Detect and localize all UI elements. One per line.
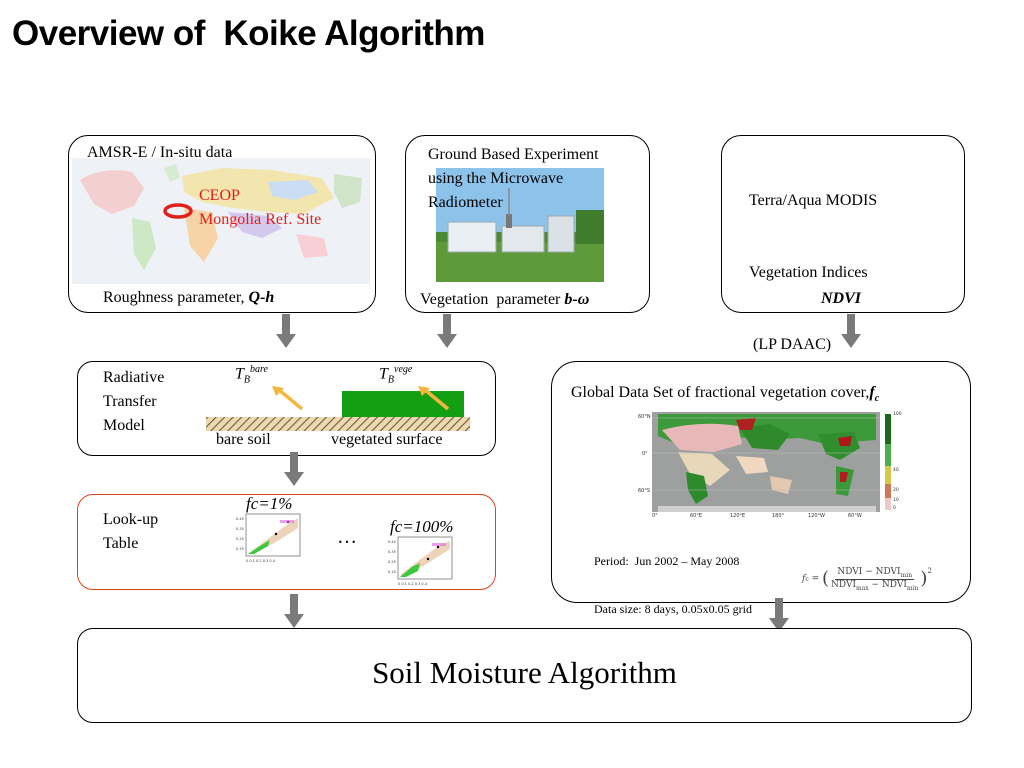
ceop-site-marker xyxy=(162,202,194,220)
tb-vege-sup: vege xyxy=(394,364,413,375)
ceop-label xyxy=(199,184,321,232)
ground-line1: Ground Based Experiment xyxy=(428,146,599,163)
info-size: Data size: 8 days, 0.05x0.05 grid xyxy=(594,602,752,616)
ground-line2: using the Microwave xyxy=(428,170,564,187)
rtm-surface-diagram xyxy=(204,386,472,434)
map-lat-labels xyxy=(638,410,656,520)
lon-label-120w: 120°W xyxy=(808,513,825,519)
formula-lhs: f xyxy=(802,574,806,585)
colorbar-label-100: 100 xyxy=(893,412,902,417)
svg-text:0 0.1 0.2 0.3 0.4: 0 0.1 0.2 0.3 0.4 xyxy=(246,559,275,563)
formula-exp: 2 xyxy=(927,567,932,575)
formula-den-b-sub: min xyxy=(906,584,919,592)
rtm-label xyxy=(103,366,164,438)
map-lon-labels xyxy=(650,513,882,521)
rtm-line2: Transfer xyxy=(103,393,157,410)
ceop-label-line1: CEOP xyxy=(199,187,240,204)
svg-text:0.15: 0.15 xyxy=(388,570,396,574)
lon-label-120e: 120°E xyxy=(730,513,746,519)
lut-line1: Look-up xyxy=(103,511,159,528)
modis-line1: Terra/Aqua MODIS xyxy=(749,192,878,209)
svg-text:0.25: 0.25 xyxy=(236,537,244,541)
ground-description xyxy=(428,143,599,215)
global-title-symbol: f xyxy=(869,384,875,401)
formula-den-b: − NDVI xyxy=(868,579,907,590)
lon-label-60e: 60°E xyxy=(690,513,703,519)
lat-label-60s: 60°S xyxy=(638,488,651,494)
lat-label-60n: 60°N xyxy=(638,414,651,420)
ceop-label-line2: Mongolia Ref. Site xyxy=(199,211,322,228)
formula-den-a: NDVI xyxy=(831,579,857,590)
lon-label-0: 0° xyxy=(652,513,658,519)
tb-vege-label xyxy=(379,364,412,386)
ndvi-label: NDVI xyxy=(821,290,862,307)
lon-label-180: 180° xyxy=(772,513,785,519)
arrow-rtm-to-lut xyxy=(286,452,302,488)
lat-label-eq: 0° xyxy=(642,451,648,457)
lon-label-60w: 60°W xyxy=(848,513,862,519)
arrow-ndvi-to-global xyxy=(843,314,859,350)
rtm-line3: Model xyxy=(103,417,145,434)
formula-num: NDVI − NDVI xyxy=(837,567,901,577)
soil-moisture-label: Soil Moisture Algorithm xyxy=(372,655,677,690)
vegetated-surface-label: vegetated surface xyxy=(331,431,443,448)
vegetation-prefix: Vegetation parameter xyxy=(420,291,565,308)
vegetation-parameter-label xyxy=(420,288,589,312)
roughness-param: Q-h xyxy=(248,289,275,306)
colorbar-label-40: 40 xyxy=(893,468,899,473)
roughness-parameter-label xyxy=(103,286,274,310)
ground-line3: Radiometer xyxy=(428,194,503,211)
vegetation-layer xyxy=(342,391,464,417)
colorbar-label-0: 0 xyxy=(893,506,896,511)
info-period: Period: Jun 2002 – May 2008 xyxy=(594,554,740,568)
arrow-amsr-to-rtm xyxy=(278,314,294,350)
bare-soil-label: bare soil xyxy=(216,431,271,448)
formula-num-sub: min xyxy=(900,571,913,579)
colorbar-label-10: 10 xyxy=(893,498,899,503)
tb-bare-symbol: T xyxy=(235,365,244,383)
lut-ellipsis: … xyxy=(337,526,357,548)
svg-text:0.35: 0.35 xyxy=(388,550,396,554)
lut-chart-fc1 xyxy=(236,512,302,564)
lut-line2: Table xyxy=(103,535,139,552)
fc1-label: fc=1% xyxy=(246,494,293,513)
colorbar-label-20: 20 xyxy=(893,488,899,493)
fractional-cover-map xyxy=(640,410,902,520)
amsr-header: AMSR-E / In-situ data xyxy=(87,144,233,161)
tb-bare-sup: bare xyxy=(250,364,268,375)
vegetation-param: b-ω xyxy=(564,291,590,308)
global-title-sub: c xyxy=(874,393,880,405)
modis-line3: (LP DAAC) xyxy=(749,336,832,353)
global-title-prefix: Global Data Set of fractional vegetation cover, xyxy=(571,384,870,401)
lut-label xyxy=(103,508,158,556)
tb-vege-sub: B xyxy=(387,374,395,386)
colorbar-labels xyxy=(893,410,903,520)
page-title: Overview of Koike Algorithm xyxy=(12,14,485,53)
roughness-prefix: Roughness parameter, xyxy=(103,289,249,306)
svg-text:0.35: 0.35 xyxy=(236,527,244,531)
svg-text:0 0.1 0.2 0.3 0.4: 0 0.1 0.2 0.3 0.4 xyxy=(398,582,427,586)
tb-vege-symbol: T xyxy=(379,365,388,383)
svg-text:0.25: 0.25 xyxy=(388,560,396,564)
svg-text:0.15: 0.15 xyxy=(236,547,244,551)
svg-text:0.45: 0.45 xyxy=(236,517,244,521)
arrow-lut-to-soil xyxy=(286,594,302,630)
svg-text:0.45: 0.45 xyxy=(388,540,396,544)
fc100-label: fc=100% xyxy=(390,517,454,536)
modis-line2: Vegetation Indices xyxy=(749,264,868,281)
global-dataset-title xyxy=(563,366,879,404)
bare-emission-arrow xyxy=(278,389,302,409)
tb-bare-label xyxy=(235,364,268,386)
lut-chart-fc100 xyxy=(388,535,454,587)
formula-den-a-sub: max xyxy=(856,584,869,592)
arrow-ground-to-rtm xyxy=(439,314,455,350)
rtm-line1: Radiative xyxy=(103,369,165,386)
fc-formula: f c = ( NDVI − $NDVI_{min}$ $NDVI_{max}$ − $NDVI_{min}$ ) $^2$ xyxy=(802,567,932,592)
formula-lhs-sub: c xyxy=(805,575,809,583)
tb-bare-sub: B xyxy=(243,374,251,386)
